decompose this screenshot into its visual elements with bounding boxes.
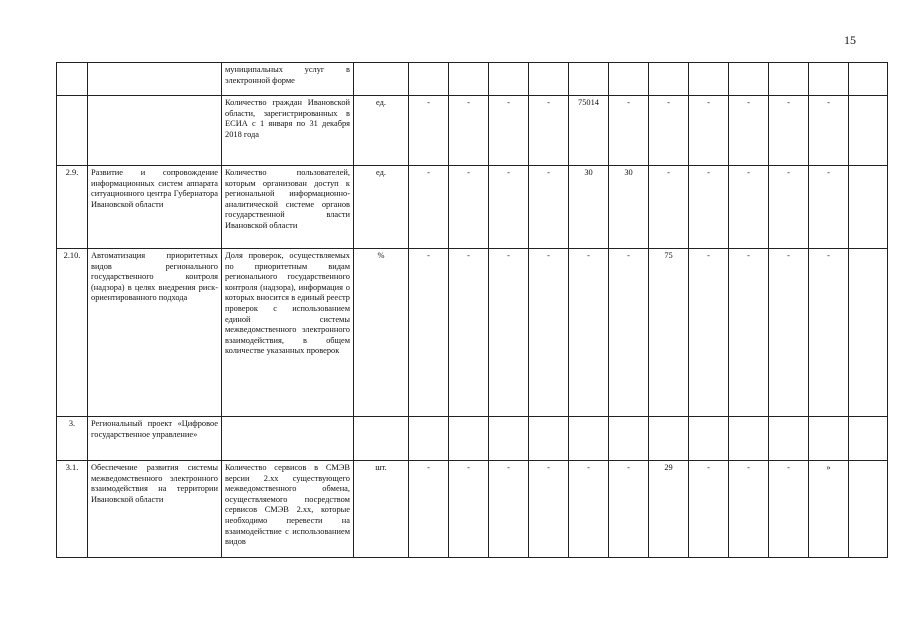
value-cell [689, 63, 729, 96]
row-number: 3.1. [57, 461, 88, 558]
indicator-cell: Количество сервисов в СМЭВ версии 2.xx существующего межведомственного обмена, осуществляемого посредством сервисов СМЭВ 2.xx, которые необходимо перевести на взаимодействие с использованием видов [222, 461, 354, 558]
value-cell [529, 63, 569, 96]
value-cell: - [769, 461, 809, 558]
value-cell [649, 417, 689, 461]
value-cell: - [729, 461, 769, 558]
value-cell [809, 417, 849, 461]
value-cell [449, 63, 489, 96]
value-cell: - [769, 249, 809, 417]
value-cell [409, 417, 449, 461]
indicator-cell [222, 417, 354, 461]
value-cell [489, 63, 529, 96]
unit-cell: ед. [354, 166, 409, 249]
value-cell: - [409, 96, 449, 166]
row-number [57, 63, 88, 96]
value-cell: 29 [649, 461, 689, 558]
indicator-cell: Количество пользователей, которым организован доступ к региональной информационно-аналитической системе органов государственной власти Ивановской области [222, 166, 354, 249]
value-cell: - [569, 461, 609, 558]
value-cell: - [449, 96, 489, 166]
value-cell [649, 63, 689, 96]
value-cell [529, 417, 569, 461]
unit-cell: % [354, 249, 409, 417]
unit-cell [354, 63, 409, 96]
table-row [57, 166, 888, 249]
value-cell [849, 249, 888, 417]
value-cell: - [809, 96, 849, 166]
value-cell: - [529, 461, 569, 558]
value-cell [769, 63, 809, 96]
value-cell [729, 63, 769, 96]
row-number [57, 96, 88, 166]
unit-cell [354, 417, 409, 461]
value-cell: - [809, 166, 849, 249]
value-cell [849, 96, 888, 166]
value-cell: 30 [609, 166, 649, 249]
value-cell [489, 417, 529, 461]
value-cell [569, 63, 609, 96]
value-cell: - [689, 96, 729, 166]
value-cell: - [729, 96, 769, 166]
value-cell [449, 417, 489, 461]
value-cell [609, 63, 649, 96]
value-cell [849, 461, 888, 558]
value-cell: 30 [569, 166, 609, 249]
value-cell: - [689, 461, 729, 558]
value-cell: - [449, 461, 489, 558]
activity-cell: Региональный проект «Цифровое государственное управление» [88, 417, 222, 461]
value-cell: - [449, 166, 489, 249]
value-cell: - [729, 166, 769, 249]
value-cell: - [489, 96, 529, 166]
table-row [57, 417, 888, 461]
row-number: 2.10. [57, 249, 88, 417]
value-cell: - [449, 249, 489, 417]
value-cell [809, 63, 849, 96]
indicator-cell: Доля проверок, осуществляемых по приоритетным видам регионального государственного контроля (надзора), информация о которых вносится в единый реестр проверок с использованием единой системы межведомственного электронного взаимодействия, в общем количестве указанных проверок [222, 249, 354, 417]
row-number: 2.9. [57, 166, 88, 249]
value-cell [769, 417, 809, 461]
value-cell: - [609, 249, 649, 417]
value-cell: - [689, 249, 729, 417]
value-cell: - [489, 166, 529, 249]
value-cell [689, 417, 729, 461]
unit-cell: шт. [354, 461, 409, 558]
value-cell: » [809, 461, 849, 558]
value-cell: - [689, 166, 729, 249]
page-number: 15 [844, 33, 856, 47]
table-row [57, 96, 888, 166]
value-cell: 75014 [569, 96, 609, 166]
value-cell [849, 63, 888, 96]
value-cell: - [489, 461, 529, 558]
value-cell [729, 417, 769, 461]
value-cell: - [769, 166, 809, 249]
value-cell: - [529, 249, 569, 417]
value-cell [609, 417, 649, 461]
table-row [57, 461, 888, 558]
unit-cell: ед. [354, 96, 409, 166]
value-cell: - [489, 249, 529, 417]
row-number: 3. [57, 417, 88, 461]
value-cell [409, 63, 449, 96]
value-cell [569, 417, 609, 461]
value-cell: - [569, 249, 609, 417]
activity-cell: Развитие и сопровождение информационных систем аппарата ситуационного центра Губернатора Ивановской области [88, 166, 222, 249]
indicators-table [56, 62, 888, 558]
indicator-cell: муниципальных услуг в электронной форме [222, 63, 354, 96]
table-row [57, 249, 888, 417]
value-cell: - [649, 96, 689, 166]
value-cell: - [529, 166, 569, 249]
value-cell: 75 [649, 249, 689, 417]
value-cell: - [409, 461, 449, 558]
value-cell [849, 166, 888, 249]
indicator-cell: Количество граждан Ивановской области, зарегистрированных в ЕСИА с 1 января по 31 декабря 2018 года [222, 96, 354, 166]
value-cell: - [529, 96, 569, 166]
value-cell: - [409, 249, 449, 417]
value-cell: - [769, 96, 809, 166]
value-cell: - [609, 461, 649, 558]
value-cell: - [729, 249, 769, 417]
activity-cell: Автоматизация приоритетных видов регионального государственного контроля (надзора) в целях внедрения риск-ориентированного подхода [88, 249, 222, 417]
table-row [57, 63, 888, 96]
activity-cell [88, 63, 222, 96]
value-cell [849, 417, 888, 461]
activity-cell: Обеспечение развития системы межведомственного электронного взаимодействия на территории Ивановской области [88, 461, 222, 558]
value-cell: - [409, 166, 449, 249]
value-cell: - [649, 166, 689, 249]
value-cell: - [809, 249, 849, 417]
value-cell: - [609, 96, 649, 166]
activity-cell [88, 96, 222, 166]
